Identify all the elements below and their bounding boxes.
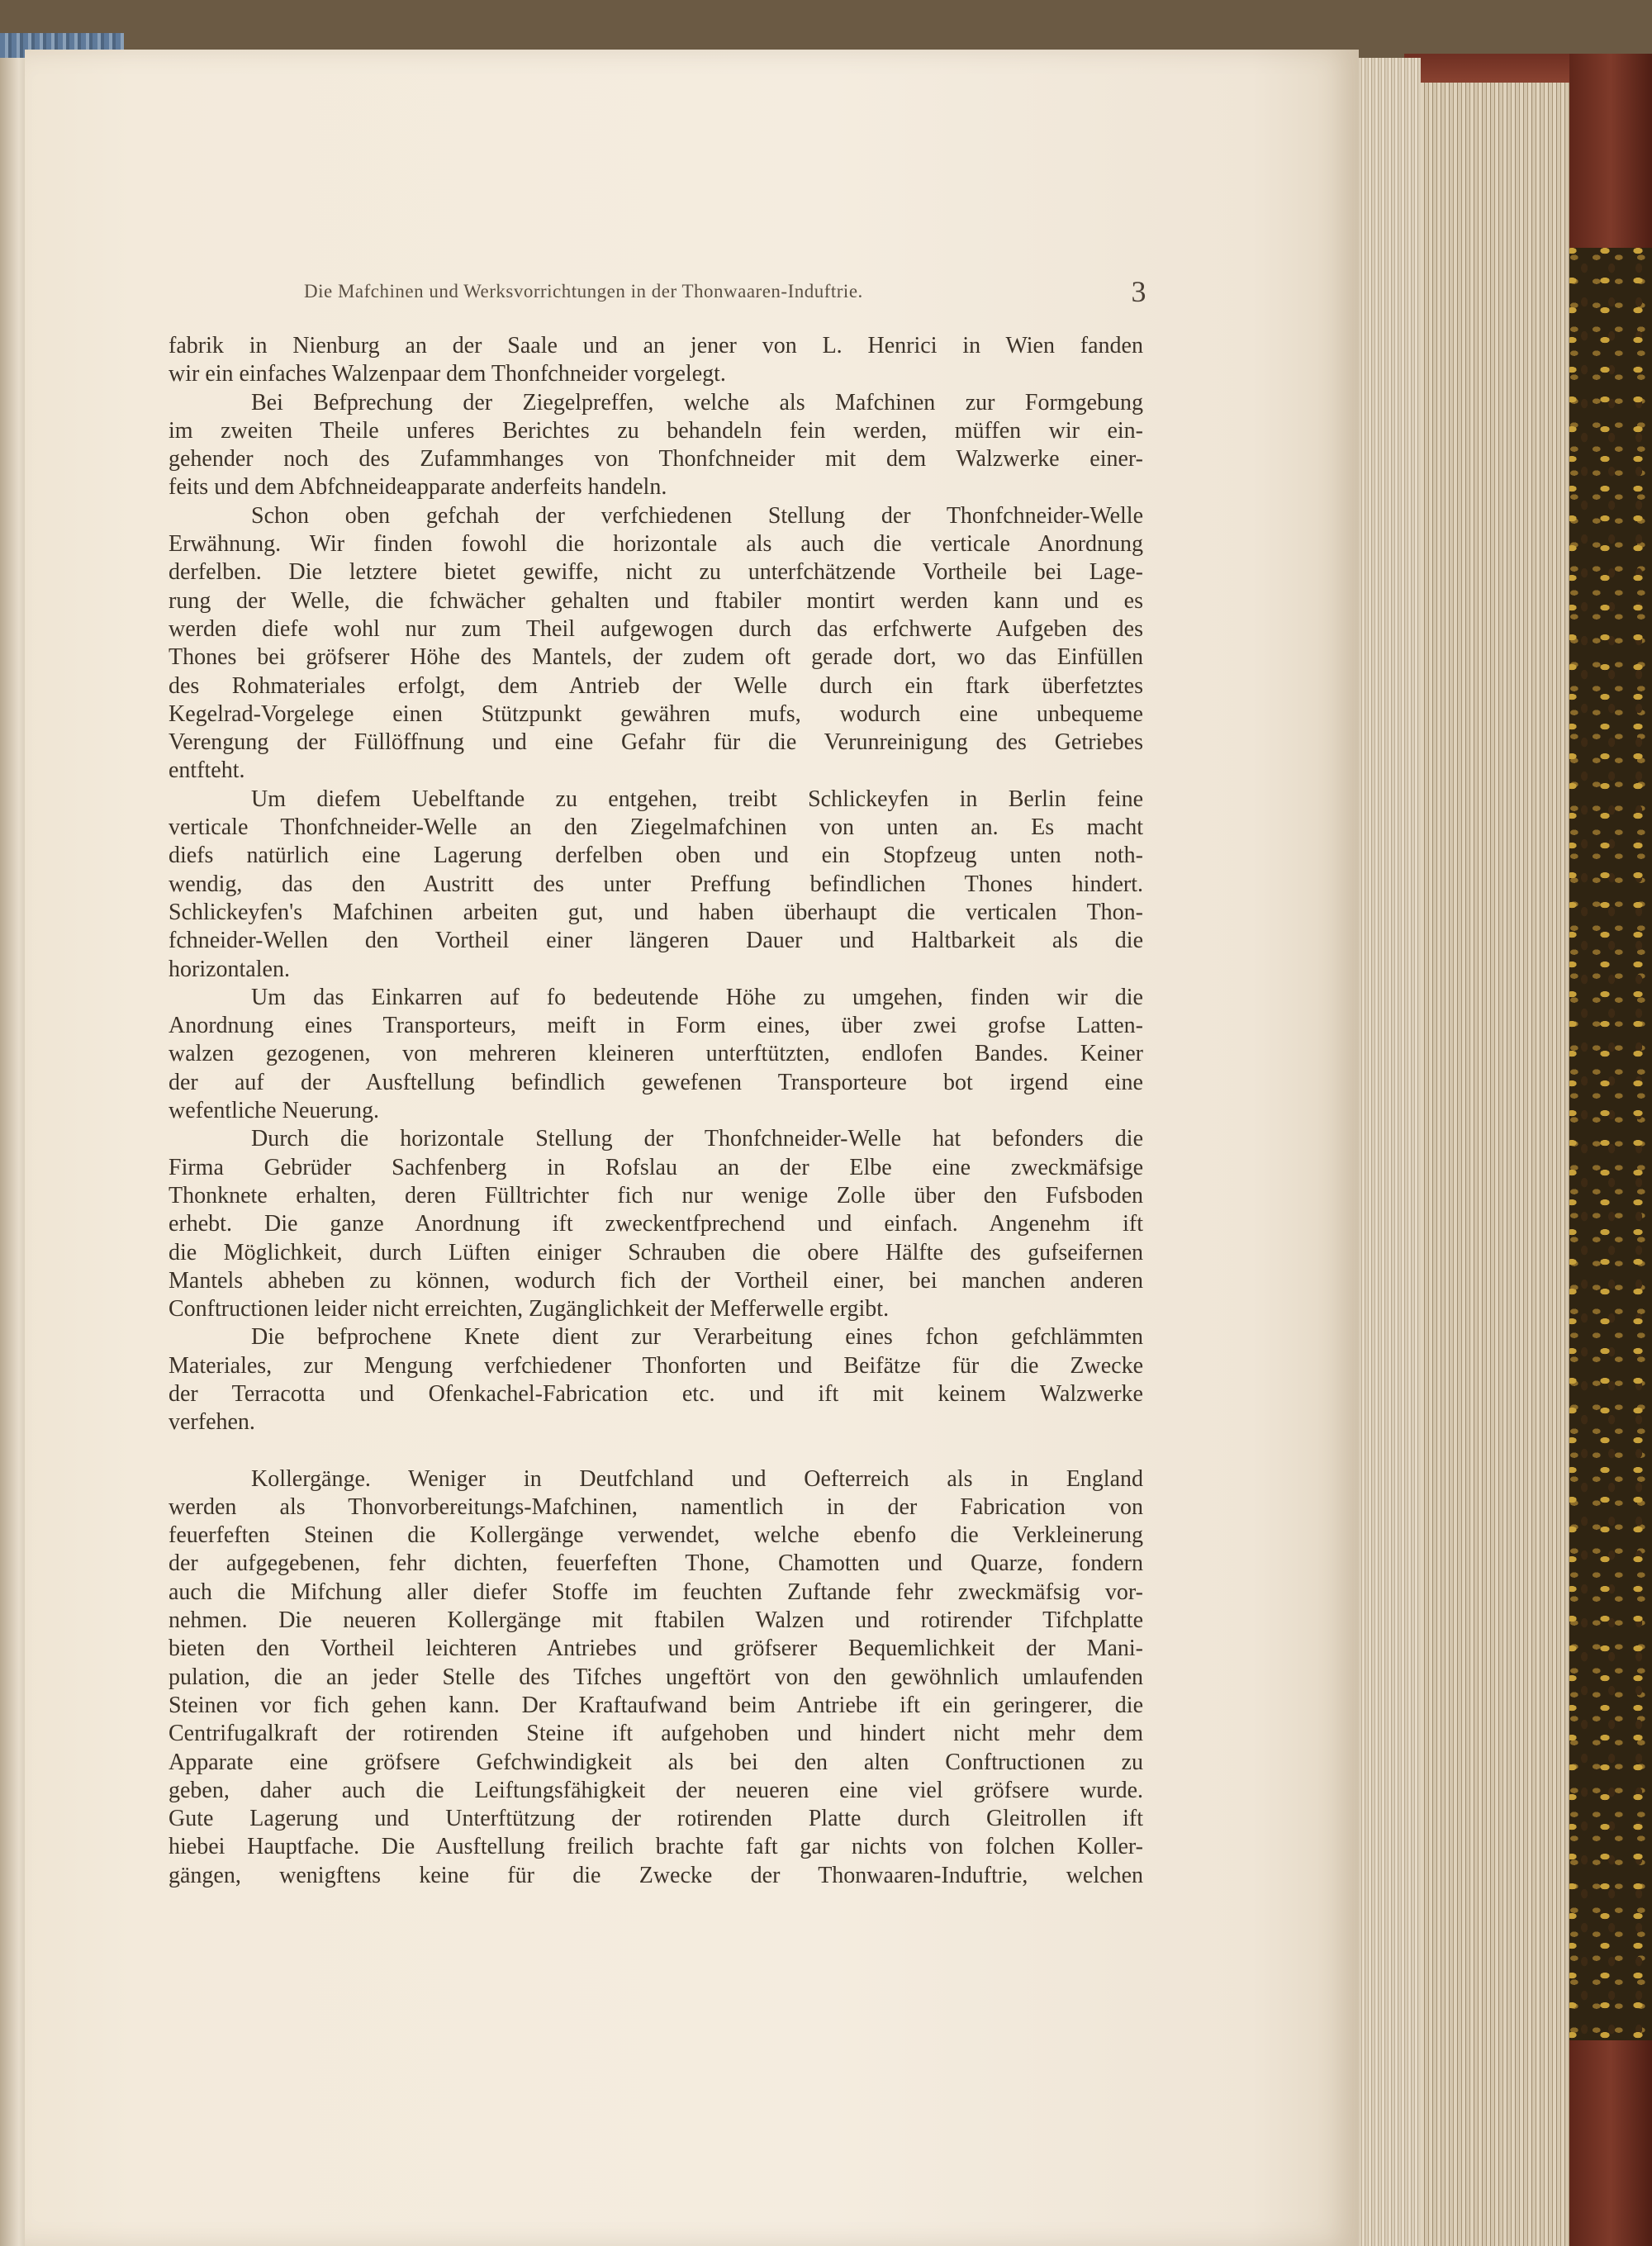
text-line: Firma Gebrüder Sachfenberg in Rofslau an der Elbe eine zweckmäfsige (169, 1154, 1143, 1180)
text-line: der aufgegebenen, fehr dichten, feuerfeften Thone, Chamotten und Quarze, fondern (169, 1550, 1143, 1577)
text-line: diefs natürlich eine Lagerung derfelben oben und ein Stopfzeug unten noth- (169, 843, 1143, 869)
text-line: verticale Thonfchneider-Welle an den Ziegelmafchinen von unten an. Es macht (169, 814, 1143, 841)
running-head-title: Die Mafchinen und Werksvorrichtungen in der Thonwaaren-Induftrie. (304, 281, 863, 302)
text-line: Bei Befprechung der Ziegelpreffen, welche als Mafchinen zur Formgebung (251, 389, 1143, 415)
text-line: bieten den Vortheil leichteren Antriebes und gröfserer Bequemlichkeit der Mani- (169, 1636, 1143, 1662)
text-line: wefentliche Neuerung. (169, 1098, 379, 1124)
text-line: auch die Mifchung aller diefer Stoffe im feuchten Zuftande fehr zweckmäfsig vor- (169, 1579, 1143, 1605)
text-line: gehender noch des Zufammhanges von Thonfchneider mit dem Walzwerke einer- (169, 446, 1143, 472)
text-line: Thones bei gröfserer Höhe des Mantels, der zudem oft gerade dort, wo das Einfüllen (169, 644, 1143, 671)
text-line: Materiales, zur Mengung verfchiedener Thonforten und Beifätze für die Zwecke (169, 1352, 1143, 1379)
text-line: des Rohmateriales erfolgt, dem Antrieb der Welle durch ein ftark überfetztes (169, 672, 1143, 699)
text-line: der auf der Ausftellung befindlich gewefenen Transporteure bot irgend eine (169, 1069, 1143, 1095)
text-line: Schon oben gefchah der verfchiedenen Stellung der Thonfchneider-Welle (251, 502, 1143, 529)
text-line: rung der Welle, die fchwächer gehalten und ftabiler montirt werden kann und es (169, 587, 1143, 614)
text-line: Um das Einkarren auf fo bedeutende Höhe zu umgehen, finden wir die (251, 984, 1143, 1010)
text-line: Erwähnung. Wir finden fowohl die horizontale als auch die verticale Anordnung (169, 531, 1143, 558)
text-line: entfteht. (169, 757, 245, 784)
text-line: Gute Lagerung und Unterftützung der rotirenden Platte durch Gleitrollen ift (169, 1806, 1143, 1832)
text-line: wendig, das den Austritt des unter Preffung befindlichen Thones hindert. (169, 871, 1143, 897)
cover-leather-side (1569, 54, 1652, 252)
body-text (169, 332, 1143, 1890)
cover-leather-bottom (1569, 2040, 1652, 2246)
text-line: Thonknete erhalten, deren Fülltrichter fich nur wenige Zolle über den Fufsboden (169, 1182, 1143, 1208)
text-line: verfehen. (169, 1409, 255, 1436)
text-line: der Terracotta und Ofenkachel-Fabrication etc. und ift mit keinem Walzwerke (169, 1380, 1143, 1407)
text-line: werden als Thonvorbereitungs-Mafchinen, namentlich in der Fabrication von (169, 1493, 1143, 1520)
text-line: erhebt. Die ganze Anordnung ift zweckentfprechend und einfach. Angenehm ift (169, 1211, 1143, 1237)
section-gap (169, 1437, 1143, 1465)
text-line: Verengung der Füllöffnung und eine Gefahr für die Verunreinigung des Getriebes (169, 729, 1143, 756)
text-line: feuerfeften Steinen die Kollergänge verwendet, welche ebenfo die Verkleinerung (169, 1522, 1143, 1549)
page-block-edges-outer (1417, 83, 1569, 2246)
text-line: Steinen vor fich gehen kann. Der Kraftaufwand beim Antriebe ift ein geringerer, die (169, 1692, 1143, 1718)
text-line: geben, daher auch die Leiftungsfähigkeit der neueren eine viel gröfsere wurde. (169, 1777, 1143, 1803)
text-line: Anordnung eines Transporteurs, meift in Form eines, über zwei grofse Latten- (169, 1013, 1143, 1039)
section-heading-line: Kollergänge. Weniger in Deutfchland und Oefterreich als in England (251, 1465, 1143, 1492)
text-line: walzen gezogenen, von mehreren kleineren unterftützten, endlofen Bandes. Keiner (169, 1041, 1143, 1067)
text-line: Kegelrad-Vorgelege einen Stützpunkt gewähren mufs, wodurch eine unbequeme (169, 700, 1143, 727)
text-line: Conftructionen leider nicht erreichten, Zugänglichkeit der Mefferwelle ergibt. (169, 1296, 890, 1322)
text-line: feits und dem Abfchneideapparate anderfeits handeln. (169, 474, 667, 501)
text-line: fchneider-Wellen den Vortheil einer längeren Dauer und Haltbarkeit als die (169, 928, 1143, 954)
text-line: wir ein einfaches Walzenpaar dem Thonfchneider vorgelegt. (169, 361, 726, 387)
text-line: Die befprochene Knete dient zur Verarbeitung eines fchon gefchlämmten (251, 1324, 1143, 1351)
text-line: Schlickeyfen's Mafchinen arbeiten gut, und haben überhaupt die verticalen Thon- (169, 899, 1143, 925)
text-line: fabrik in Nienburg an der Saale und an jener von L. Henrici in Wien fanden (169, 333, 1143, 359)
text-line: Apparate eine gröfsere Gefchwindigkeit als bei den alten Conftructionen zu (169, 1749, 1143, 1775)
text-line: werden diefe wohl nur zum Theil aufgewogen durch das erfchwerte Aufgeben des (169, 615, 1143, 642)
text-line: Durch die horizontale Stellung der Thonfchneider-Welle hat befonders die (251, 1126, 1143, 1152)
text-line: pulation, die an jeder Stelle des Tifches ungeftört von den gewöhnlich umlaufenden (169, 1664, 1143, 1690)
text-line: hiebei Hauptfache. Die Ausftellung freilich brachte faft gar nichts von folchen Koller- (169, 1834, 1143, 1860)
page-number: 3 (1131, 275, 1146, 308)
marbled-board (1565, 248, 1652, 2246)
text-line: nehmen. Die neueren Kollergänge mit ftabilen Walzen und rotirender Tifchplatte (169, 1607, 1143, 1634)
page-block-edges (1359, 58, 1421, 2246)
text-line: im zweiten Theile unferes Berichtes zu behandeln fein werden, müffen wir ein- (169, 417, 1143, 444)
text-line: Mantels abheben zu können, wodurch fich der Vortheil einer, bei manchen anderen (169, 1267, 1143, 1294)
text-line: gängen, wenigftens keine für die Zwecke der Thonwaaren-Induftrie, welchen (169, 1862, 1143, 1888)
running-head (304, 274, 1146, 307)
text-line: Centrifugalkraft der rotirenden Steine ift aufgehoben und hindert nicht mehr dem (169, 1721, 1143, 1747)
text-line: horizontalen. (169, 956, 290, 982)
text-line: Um diefem Uebelftande zu entgehen, treibt Schlickeyfen in Berlin feine (251, 786, 1143, 812)
text-line: derfelben. Die letztere bietet gewiffe, nicht zu unterfchätzende Vortheile bei Lage- (169, 559, 1143, 586)
text-line: die Möglichkeit, durch Lüften einiger Schrauben die obere Hälfte des gufseifernen (169, 1239, 1143, 1265)
